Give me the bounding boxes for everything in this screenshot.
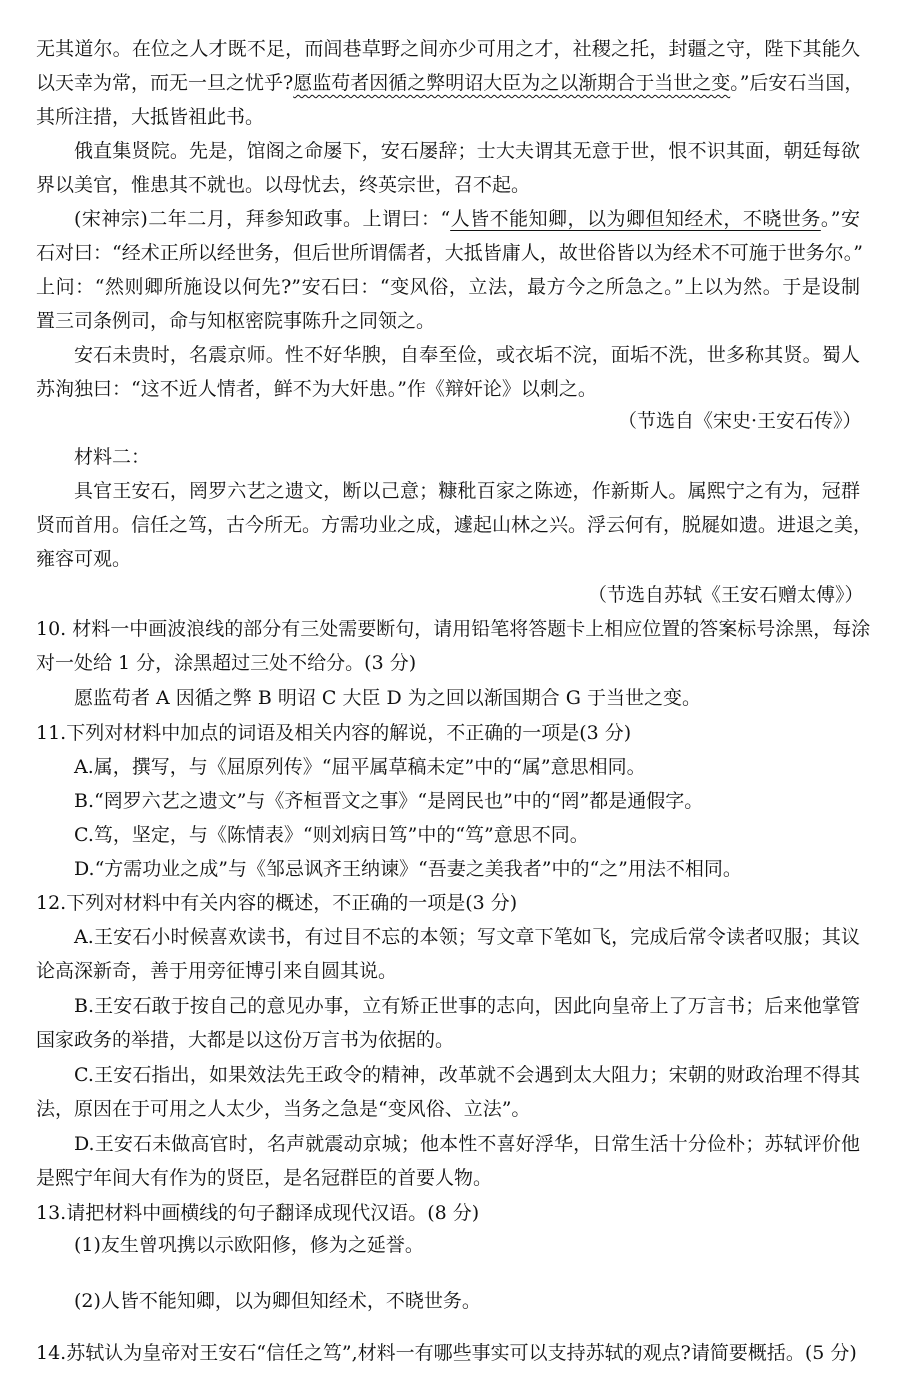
text-span: A.属，撰写，与《屈原列传》“屈平属草稿未定”中的“属”意思相同。 bbox=[74, 756, 646, 778]
line-content bbox=[74, 852, 742, 886]
text-line bbox=[0, 1058, 900, 1092]
text-span: 其所注措，大抵皆祖此书。 bbox=[36, 106, 265, 128]
underlined-text: 人皆不能知卿，以为卿但知经术，不晓世务 bbox=[450, 208, 821, 230]
text-line bbox=[0, 716, 900, 750]
line-content bbox=[36, 886, 517, 920]
text-span: C.王安石指出，如果效法先王政令的精神，改革就不会遇到太大阻力；宋朝的财政治理不得其 bbox=[74, 1064, 860, 1086]
text-span: 界以美官，惟患其不就也。以母忧去，终英宗世，召不起。 bbox=[36, 174, 531, 196]
text-line bbox=[0, 954, 900, 988]
line-content bbox=[74, 920, 860, 954]
line-content bbox=[74, 1058, 860, 1092]
text-line bbox=[0, 32, 900, 66]
text-span: 愿监苟者 A 因循之弊 B 明诏 C 大臣 D 为之回以渐国期合 G 于当世之变。 bbox=[74, 687, 702, 709]
line-content bbox=[36, 1023, 454, 1057]
text-line bbox=[0, 1161, 900, 1195]
text-line bbox=[0, 1127, 900, 1161]
text-line bbox=[0, 1196, 900, 1230]
line-content bbox=[36, 236, 863, 270]
text-span: 12.下列对材料中有关内容的概述，不正确的一项是(3 分) bbox=[36, 892, 518, 914]
text-line bbox=[0, 372, 900, 406]
line-content bbox=[74, 989, 860, 1023]
text-line bbox=[0, 1228, 900, 1262]
text-line bbox=[0, 681, 900, 715]
text-span: B.“罔罗六艺之遗文”与《齐桓晋文之事》“是罔民也”中的“罔”都是通假字。 bbox=[74, 790, 704, 812]
line-content bbox=[36, 66, 864, 100]
line-content bbox=[36, 304, 435, 338]
line-content bbox=[36, 100, 264, 134]
line-content bbox=[74, 474, 860, 508]
line-content bbox=[618, 404, 862, 438]
text-line bbox=[0, 474, 900, 508]
text-span: 以天幸为常，而无一旦之忧乎? bbox=[36, 72, 294, 94]
line-content bbox=[36, 716, 631, 750]
text-span: (1)友生曾巩携以示欧阳修，修为之延誉。 bbox=[74, 1234, 424, 1256]
line-content bbox=[74, 1284, 481, 1318]
line-content bbox=[36, 1092, 530, 1126]
line-content bbox=[36, 542, 131, 576]
line-content bbox=[588, 578, 864, 612]
text-span: 国家政务的举措，大都是以这份万言书为依据的。 bbox=[36, 1029, 455, 1051]
text-span: 论高深新奇，善于用旁征博引来自圆其说。 bbox=[36, 960, 398, 982]
line-content bbox=[36, 508, 873, 542]
text-span: （节选自《宋史·王安石传》） bbox=[618, 410, 862, 432]
line-content bbox=[36, 612, 871, 646]
text-line bbox=[0, 100, 900, 134]
line-content bbox=[74, 134, 860, 168]
text-line bbox=[0, 578, 900, 612]
text-line bbox=[0, 508, 900, 542]
text-line bbox=[0, 304, 900, 338]
line-content bbox=[36, 372, 597, 406]
text-span: 贤而首用。信任之笃，古今所无。方需功业之成，遽起山林之兴。浮云何有，脱屣如遗。进退之美， bbox=[36, 514, 873, 536]
text-span: 。”后安石当国， bbox=[730, 72, 864, 94]
text-line bbox=[0, 646, 900, 680]
line-content bbox=[36, 1336, 857, 1370]
line-content bbox=[74, 784, 703, 818]
line-content bbox=[74, 440, 150, 474]
text-span: C.笃，坚定，与《陈情表》“则刘病日笃”中的“笃”意思不同。 bbox=[74, 824, 589, 846]
line-content bbox=[74, 202, 860, 236]
text-span: 对一处给 1 分，涂黑超过三处不给分。(3 分) bbox=[36, 652, 417, 674]
text-span: 10. 材料一中画波浪线的部分有三处需要断句，请用铅笔将答题卡上相应位置的答案标号涂黑，每涂 bbox=[36, 618, 871, 640]
text-span: 11.下列对材料中加点的词语及相关内容的解说，不正确的一项是(3 分) bbox=[36, 722, 632, 744]
text-span: 雍容可观。 bbox=[36, 548, 132, 570]
text-line bbox=[0, 270, 900, 304]
text-span: 石对曰：“经术正所以经世务，但后世所谓儒者，大抵皆庸人，故世俗皆以为经术不可施于世务尔。” bbox=[36, 242, 863, 264]
text-span: 材料二： bbox=[74, 446, 151, 468]
text-line bbox=[0, 404, 900, 438]
line-content bbox=[36, 1196, 479, 1230]
text-span: 无其道尔。在位之人才既不足，而闾巷草野之间亦少可用之才，社稷之托，封疆之守，陛下其能久 bbox=[36, 38, 860, 60]
text-span: 安石未贵时，名震京师。性不好华腴，自奉至俭，或衣垢不浣，面垢不洗，世多称其贤。蜀人 bbox=[74, 344, 860, 366]
text-line bbox=[0, 66, 900, 100]
text-span: (宋神宗)二年二月，拜参知政事。上谓曰：“ bbox=[74, 208, 451, 230]
line-content bbox=[74, 1127, 860, 1161]
line-content bbox=[36, 168, 530, 202]
text-line bbox=[0, 134, 900, 168]
line-content bbox=[36, 270, 860, 304]
text-span: 14.苏轼认为皇帝对王安石“信任之笃”,材料一有哪些事实可以支持苏轼的观点?请简要概括。(5 分) bbox=[36, 1342, 857, 1364]
text-span: 上问：“然则卿所施设以何先?”安石曰：“变风俗，立法，最方今之所急之。”上以为然。于是设制 bbox=[36, 276, 860, 298]
line-content bbox=[74, 681, 701, 715]
text-line bbox=[0, 750, 900, 784]
text-line bbox=[0, 1336, 900, 1370]
text-line bbox=[0, 784, 900, 818]
line-content bbox=[74, 818, 589, 852]
text-span: B.王安石敢于按自己的意见办事，立有矫正世事的志向，因此向皇帝上了万言书；后来他掌管 bbox=[74, 995, 860, 1017]
text-line bbox=[0, 1284, 900, 1318]
text-line bbox=[0, 920, 900, 954]
line-content bbox=[36, 646, 416, 680]
text-span: （节选自苏轼《王安石赠太傅》） bbox=[588, 584, 864, 606]
line-content bbox=[74, 338, 860, 372]
text-line bbox=[0, 202, 900, 236]
line-content bbox=[36, 1161, 492, 1195]
text-line bbox=[0, 168, 900, 202]
wavy-underlined-text: 愿监苟者因循之弊明诏大臣为之以渐期合于当世之变 bbox=[293, 72, 731, 94]
text-line bbox=[0, 1023, 900, 1057]
text-line bbox=[0, 542, 900, 576]
text-line bbox=[0, 1092, 900, 1126]
text-span: A.王安石小时候喜欢读书，有过目不忘的本领；写文章下笔如飞，完成后常令读者叹服；其议 bbox=[74, 926, 860, 948]
text-line bbox=[0, 236, 900, 270]
text-span: 。”安 bbox=[820, 208, 860, 230]
line-content bbox=[74, 1228, 424, 1262]
text-span: D.“方需功业之成”与《邹忌讽齐王纳谏》“吾妻之美我者”中的“之”用法不相同。 bbox=[74, 858, 742, 880]
line-content bbox=[36, 954, 397, 988]
text-line bbox=[0, 852, 900, 886]
text-span: 是熙宁年间大有作为的贤臣，是名冠群臣的首要人物。 bbox=[36, 1167, 493, 1189]
text-line bbox=[0, 818, 900, 852]
text-span: 13.请把材料中画横线的句子翻译成现代汉语。(8 分) bbox=[36, 1202, 480, 1224]
text-span: 具官王安石，罔罗六艺之遗文，断以己意；糠秕百家之陈迹，作新斯人。属熙宁之有为，冠群 bbox=[74, 480, 860, 502]
line-content bbox=[74, 750, 646, 784]
text-line bbox=[0, 338, 900, 372]
text-line bbox=[0, 886, 900, 920]
text-line bbox=[0, 989, 900, 1023]
text-span: 法，原因在于可用之人太少，当务之急是“变风俗、立法”。 bbox=[36, 1098, 531, 1120]
text-line bbox=[0, 440, 900, 474]
text-line bbox=[0, 612, 900, 646]
line-content bbox=[36, 32, 860, 66]
text-span: 苏洵独曰：“这不近人情者，鲜不为大奸患。”作《辩奸论》以刺之。 bbox=[36, 378, 597, 400]
text-span: (2)人皆不能知卿，以为卿但知经术，不晓世务。 bbox=[74, 1290, 481, 1312]
text-span: D.王安石未做高官时，名声就震动京城；他本性不喜好浮华，日常生活十分俭朴；苏轼评价他 bbox=[74, 1133, 860, 1155]
text-span: 俄直集贤院。先是，馆阁之命屡下，安石屡辞；士大夫谓其无意于世，恨不识其面，朝廷每欲 bbox=[74, 140, 860, 162]
text-span: 置三司条例司，命与知枢密院事陈升之同领之。 bbox=[36, 310, 436, 332]
